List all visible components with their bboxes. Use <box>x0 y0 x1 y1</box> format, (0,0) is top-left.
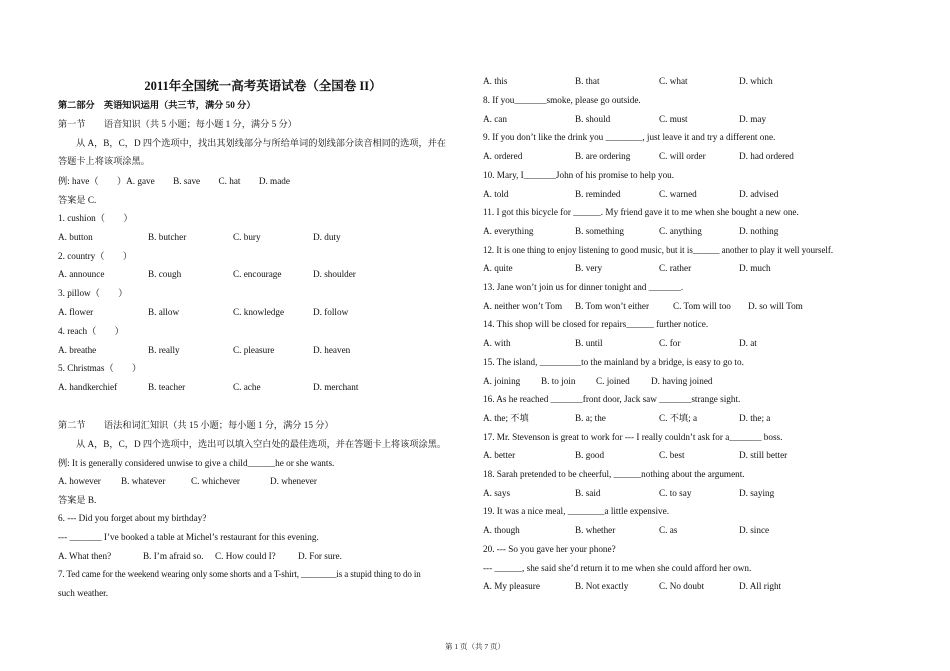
option-c: C. joined <box>596 375 630 386</box>
question-stem: 1. cushion（ ） <box>58 213 133 223</box>
question-stem: 12. It is one thing to enjoy listening to good music, but it is______ another to play it well yourself. <box>483 244 834 255</box>
question-stem: 11. I got this bicycle for ______. My friend gave it to me when she bought a new one. <box>483 207 799 218</box>
option-d: D. had ordered <box>739 151 794 162</box>
option-c: C. to say <box>659 487 692 498</box>
option-a: A. ordered <box>483 151 523 162</box>
option-b: B. reminded <box>575 188 621 199</box>
option-b: B. whether <box>575 525 616 536</box>
option-a: A. though <box>483 525 520 536</box>
section2-example: 例: It is generally considered unwise to give a child______he or she wants. <box>58 458 335 468</box>
option-b: B. something <box>575 225 625 236</box>
option-a: A. handkerchief <box>58 382 118 392</box>
option-a: A. announce <box>58 269 105 279</box>
question-stem: 10. Mary, I_______John of his promise to help you. <box>483 169 675 180</box>
option-a: A. quite <box>483 263 513 274</box>
option-d: D. For sure. <box>298 551 342 561</box>
option-a: A. with <box>483 338 511 349</box>
question-stem: 15. The island, _________to the mainland by a bridge, is easy to go to. <box>483 356 744 367</box>
question-stem: 13. Jane won’t join us for dinner tonight and _______. <box>483 282 684 292</box>
section1-instruction: 从 A，B，C，D 四个选项中，找出其划线部分与所给单词的划线部分读音相同的选项，并在 <box>76 138 447 148</box>
option-a: A. joining <box>483 375 521 386</box>
option-c: C. ache <box>233 382 261 392</box>
option-c: C. rather <box>659 263 692 274</box>
option-a: A. breathe <box>58 345 97 355</box>
section1-instruction-cont: 答题卡上将该项涂黑。 <box>58 156 150 166</box>
question-stem: 5. Christmas（ ） <box>58 363 142 373</box>
option-a: A. neither won’t Tom <box>483 300 563 311</box>
section1-heading: 第一节 语音知识（共 5 小题；每小题 1 分，满分 5 分） <box>58 119 297 129</box>
option-c: C. what <box>659 76 688 86</box>
option-a: A. everything <box>483 225 534 236</box>
option-d: D. whenever <box>270 476 317 486</box>
question-stem-cont: such weather. <box>58 588 109 598</box>
option-b: B. I’m afraid so. <box>143 551 204 561</box>
page-footer: 第 1 页（共 7 页） <box>445 642 505 651</box>
option-d: D. duty <box>313 232 341 242</box>
option-c: C. Tom will too <box>673 300 731 311</box>
option-b: B. very <box>575 263 603 274</box>
option-d: D. much <box>739 263 771 274</box>
section2-answer: 答案是 B. <box>58 495 97 505</box>
option-b: B. are ordering <box>575 151 631 162</box>
option-a: A. the; 不填 <box>483 412 529 423</box>
option-d: D. since <box>739 525 770 536</box>
option-d: D. shoulder <box>313 269 356 279</box>
part2-heading: 第二部分 英语知识运用（共三节，满分 50 分） <box>58 100 256 110</box>
option-b: B. teacher <box>148 382 186 392</box>
option-d: D. heaven <box>313 345 351 355</box>
option-b: B. until <box>575 338 603 349</box>
option-a: A. button <box>58 232 93 242</box>
option-a: A. What then? <box>58 551 112 561</box>
option-c: C. will order <box>659 151 706 162</box>
section2-heading: 第二节 语法和词汇知识（共 15 小题；每小题 1 分，满分 15 分） <box>58 420 334 430</box>
option-b: B. Tom won’t either <box>575 300 650 311</box>
section1-answer: 答案是 C. <box>58 195 97 205</box>
option-c: C. whichever <box>191 476 240 486</box>
option-d: D. follow <box>313 307 349 317</box>
question-dialogue: --- ______, she said she’d return it to me when she could afford her own. <box>483 562 752 573</box>
option-b: B. that <box>575 76 600 86</box>
option-c: C. anything <box>659 225 702 236</box>
question-stem: 18. Sarah pretended to be cheerful, ______nothing about the argument. <box>483 469 745 479</box>
option-a: A. however <box>58 476 101 486</box>
option-d: D. saying <box>739 487 775 498</box>
question-stem: 19. It was a nice meal, ________a little expensive. <box>483 506 669 517</box>
option-a: A. better <box>483 450 516 461</box>
page-title: 2011年全国统一高考英语试卷（全国卷 II） <box>144 79 382 93</box>
question-stem: 3. pillow（ ） <box>58 288 128 298</box>
option-c: C. How could I? <box>215 551 276 561</box>
option-c: C. knowledge <box>233 307 285 317</box>
option-d: D. at <box>739 338 757 349</box>
option-a: A. told <box>483 188 509 199</box>
option-b: B. butcher <box>148 232 187 242</box>
option-d: D. merchant <box>313 382 359 392</box>
option-b: B. Not exactly <box>575 581 629 592</box>
option-b: B. a; the <box>575 412 606 423</box>
section1-example: 例: have（ ）A. gave B. save C. hat D. made <box>58 176 290 186</box>
option-a: A. can <box>483 113 507 124</box>
option-d: D. nothing <box>739 225 779 236</box>
question-stem: 14. This shop will be closed for repairs______ further notice. <box>483 319 709 330</box>
question-stem: 7. Ted came for the weekend wearing only some shorts and a T-shirt, ________is a stupid thing to do in <box>58 569 421 579</box>
option-d: D. advised <box>739 188 779 199</box>
option-c: C. best <box>659 450 685 461</box>
option-b: B. to join <box>541 375 576 386</box>
section2-instruction: 从 A，B，C，D 四个选项中，选出可以填入空白处的最佳选项，并在答题卡上将该项涂黑。 <box>76 439 447 449</box>
option-a: A. flower <box>58 307 94 317</box>
question-stem: 4. reach（ ） <box>58 326 124 336</box>
option-b: B. whatever <box>121 476 166 486</box>
option-c: C. for <box>659 338 681 349</box>
question-stem: 6. --- Did you forget about my birthday? <box>58 513 207 523</box>
question-stem: 8. If you_______smoke, please go outside. <box>483 95 641 105</box>
option-c: C. bury <box>233 232 261 242</box>
option-d: D. which <box>739 76 773 86</box>
question-stem: 16. As he reached _______front door, Jack saw _______strange sight. <box>483 394 741 405</box>
option-a: A. says <box>483 487 511 498</box>
option-a: A. My pleasure <box>483 581 540 592</box>
option-b: B. said <box>575 487 601 498</box>
option-c: C. warned <box>659 188 697 199</box>
option-b: B. should <box>575 113 611 124</box>
option-d: D. so will Tom <box>748 300 803 311</box>
option-c: C. 不填; a <box>659 412 698 423</box>
option-c: C. pleasure <box>233 345 275 355</box>
option-a: A. this <box>483 76 508 86</box>
option-d: D. may <box>739 113 767 124</box>
option-c: C. encourage <box>233 269 282 279</box>
option-d: D. the; a <box>739 412 771 423</box>
question-stem: 9. If you don’t like the drink you ________, just leave it and try a different one. <box>483 132 776 143</box>
option-b: B. really <box>148 345 180 355</box>
option-b: B. cough <box>148 269 182 279</box>
question-stem: 17. Mr. Stevenson is great to work for --- I really couldn’t ask for a_______ boss. <box>483 431 783 442</box>
question-stem: 20. --- So you gave her your phone? <box>483 543 616 554</box>
option-c: C. must <box>659 113 688 124</box>
option-d: D. still better <box>739 450 788 461</box>
option-c: C. No doubt <box>659 581 705 592</box>
option-b: B. allow <box>148 307 180 317</box>
option-b: B. good <box>575 450 605 461</box>
question-stem: 2. country（ ） <box>58 251 133 261</box>
option-d: D. All right <box>739 581 782 592</box>
question-dialogue: --- _______ I’ve booked a table at Michel’s restaurant for this evening. <box>58 532 319 542</box>
option-c: C. as <box>659 525 678 536</box>
option-d: D. having joined <box>651 375 713 386</box>
